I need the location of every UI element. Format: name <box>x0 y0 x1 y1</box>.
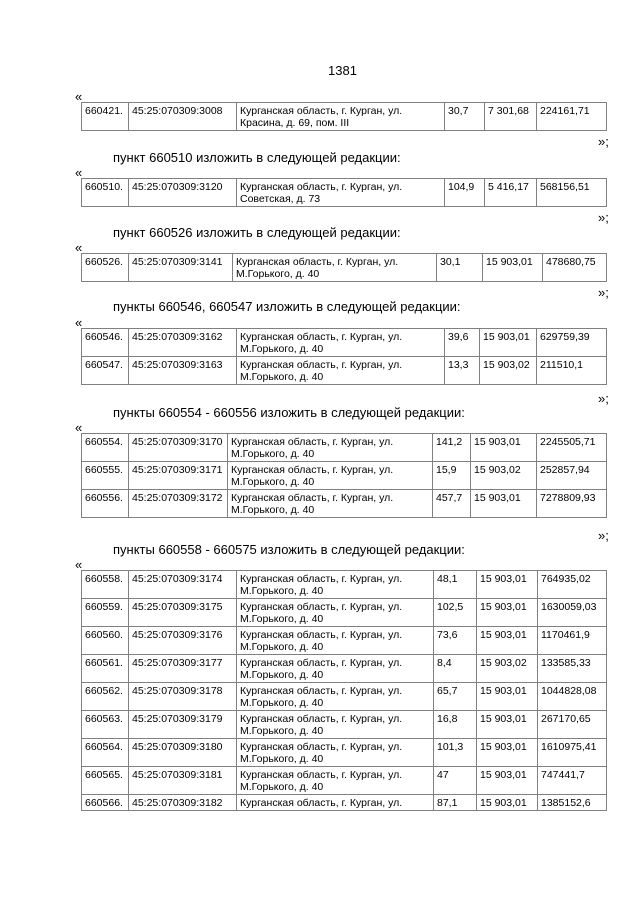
close-quote: »; <box>598 210 609 225</box>
cell-value: 478680,75 <box>543 254 607 282</box>
cell-number: 660560. <box>82 627 129 655</box>
cell-area: 16,8 <box>434 711 477 739</box>
cell-rate: 15 903,02 <box>471 462 537 490</box>
cell-area: 48,1 <box>434 571 477 599</box>
cell-address: Курганская область, г. Курган, ул. Красина, д. 69, пом. III <box>237 103 445 131</box>
cell-cadastral: 45:25:070309:3163 <box>129 357 237 385</box>
cell-area: 30,7 <box>445 103 485 131</box>
cell-address: Курганская область, г. Курган, ул. М.Горького, д. 40 <box>228 490 433 518</box>
cell-cadastral: 45:25:070309:3174 <box>129 571 237 599</box>
cell-address: Курганская область, г. Курган, ул. М.Горького, д. 40 <box>237 711 434 739</box>
cell-rate: 15 903,01 <box>480 329 537 357</box>
table-row <box>82 599 607 627</box>
cell-address: Курганская область, г. Курган, ул. М.Горького, д. 40 <box>237 655 434 683</box>
open-quote: « <box>75 89 83 104</box>
table-section-3 <box>81 328 607 385</box>
cell-address: Курганская область, г. Курган, ул. Советская, д. 73 <box>237 179 445 207</box>
table-row <box>82 462 607 490</box>
cell-number: 660546. <box>82 329 129 357</box>
table-row <box>82 434 607 462</box>
cell-rate: 15 903,01 <box>483 254 543 282</box>
cell-address: Курганская область, г. Курган, ул. <box>237 795 434 811</box>
table-row <box>82 329 607 357</box>
cell-value: 133585,33 <box>538 655 607 683</box>
close-quote: »; <box>598 285 609 300</box>
cell-number: 660562. <box>82 683 129 711</box>
section-heading: пункт 660526 изложить в следующей редакции: <box>113 225 401 240</box>
cell-address: Курганская область, г. Курган, ул. М.Горького, д. 40 <box>233 254 437 282</box>
cell-rate: 15 903,02 <box>480 357 537 385</box>
table-row <box>82 711 607 739</box>
table-row <box>82 627 607 655</box>
cell-address: Курганская область, г. Курган, ул. М.Горького, д. 40 <box>237 767 434 795</box>
cell-number: 660510. <box>82 179 129 207</box>
cell-rate: 15 903,01 <box>477 795 538 811</box>
cell-address: Курганская область, г. Курган, ул. М.Горького, д. 40 <box>228 462 433 490</box>
table-row <box>82 683 607 711</box>
table-row <box>82 795 607 811</box>
cell-number: 660559. <box>82 599 129 627</box>
cell-value: 211510,1 <box>537 357 607 385</box>
open-quote: « <box>75 557 83 572</box>
cell-number: 660566. <box>82 795 129 811</box>
close-quote: »; <box>598 134 609 149</box>
table-row <box>82 179 607 207</box>
cell-number: 660526. <box>82 254 129 282</box>
close-quote: »; <box>598 391 609 406</box>
cell-value: 1170461,9 <box>538 627 607 655</box>
section-heading: пункты 660554 - 660556 изложить в следующей редакции: <box>113 405 465 420</box>
table-section-0 <box>81 102 607 131</box>
cell-address: Курганская область, г. Курган, ул. М.Горького, д. 40 <box>237 739 434 767</box>
open-quote: « <box>75 315 83 330</box>
cell-area: 102,5 <box>434 599 477 627</box>
cell-area: 104,9 <box>445 179 485 207</box>
cell-rate: 15 903,01 <box>477 571 538 599</box>
table-row <box>82 357 607 385</box>
section-heading: пункты 660558 - 660575 изложить в следующей редакции: <box>113 542 465 557</box>
section-heading: пункт 660510 изложить в следующей редакции: <box>113 150 401 165</box>
cell-number: 660563. <box>82 711 129 739</box>
close-quote: »; <box>598 528 609 543</box>
table-row <box>82 739 607 767</box>
table-section-4 <box>81 433 607 518</box>
cell-value: 764935,02 <box>538 571 607 599</box>
table-section-1 <box>81 178 607 207</box>
cell-address: Курганская область, г. Курган, ул. М.Горького, д. 40 <box>228 434 433 462</box>
cell-value: 7278809,93 <box>537 490 607 518</box>
cell-rate: 5 416,17 <box>485 179 537 207</box>
cell-address: Курганская область, г. Курган, ул. М.Горького, д. 40 <box>237 329 445 357</box>
cell-value: 568156,51 <box>537 179 607 207</box>
open-quote: « <box>75 165 83 180</box>
table-row <box>82 490 607 518</box>
cell-value: 1630059,03 <box>538 599 607 627</box>
cell-number: 660556. <box>82 490 129 518</box>
cell-rate: 15 903,01 <box>477 683 538 711</box>
cell-cadastral: 45:25:070309:3179 <box>129 711 237 739</box>
cell-value: 1610975,41 <box>538 739 607 767</box>
cell-number: 660561. <box>82 655 129 683</box>
cell-value: 252857,94 <box>537 462 607 490</box>
cell-cadastral: 45:25:070309:3181 <box>129 767 237 795</box>
cell-area: 141,2 <box>433 434 471 462</box>
table-row <box>82 571 607 599</box>
cell-area: 15,9 <box>433 462 471 490</box>
table-row <box>82 655 607 683</box>
cell-cadastral: 45:25:070309:3180 <box>129 739 237 767</box>
cell-cadastral: 45:25:070309:3008 <box>129 103 237 131</box>
cell-rate: 15 903,01 <box>477 767 538 795</box>
cell-rate: 15 903,02 <box>477 655 538 683</box>
section-heading: пункты 660546, 660547 изложить в следующей редакции: <box>113 299 461 314</box>
cell-address: Курганская область, г. Курган, ул. М.Горького, д. 40 <box>237 571 434 599</box>
cell-number: 660554. <box>82 434 129 462</box>
cell-value: 747441,7 <box>538 767 607 795</box>
cell-cadastral: 45:25:070309:3176 <box>129 627 237 655</box>
page-number: 1381 <box>328 63 357 78</box>
cell-cadastral: 45:25:070309:3172 <box>129 490 228 518</box>
cell-rate: 7 301,68 <box>485 103 537 131</box>
open-quote: « <box>75 240 83 255</box>
table-section-2 <box>81 253 607 282</box>
cell-rate: 15 903,01 <box>477 627 538 655</box>
cell-address: Курганская область, г. Курган, ул. М.Горького, д. 40 <box>237 683 434 711</box>
cell-cadastral: 45:25:070309:3141 <box>129 254 233 282</box>
cell-number: 660564. <box>82 739 129 767</box>
cell-area: 8,4 <box>434 655 477 683</box>
table-row <box>82 767 607 795</box>
cell-value: 2245505,71 <box>537 434 607 462</box>
cell-number: 660558. <box>82 571 129 599</box>
cell-number: 660565. <box>82 767 129 795</box>
cell-area: 87,1 <box>434 795 477 811</box>
cell-cadastral: 45:25:070309:3182 <box>129 795 237 811</box>
cell-value: 224161,71 <box>537 103 607 131</box>
cell-number: 660547. <box>82 357 129 385</box>
cell-rate: 15 903,01 <box>471 490 537 518</box>
cell-area: 457,7 <box>433 490 471 518</box>
cell-cadastral: 45:25:070309:3171 <box>129 462 228 490</box>
cell-area: 30,1 <box>437 254 483 282</box>
cell-rate: 15 903,01 <box>471 434 537 462</box>
cell-area: 47 <box>434 767 477 795</box>
cell-number: 660421. <box>82 103 129 131</box>
cell-cadastral: 45:25:070309:3170 <box>129 434 228 462</box>
cell-cadastral: 45:25:070309:3162 <box>129 329 237 357</box>
cell-cadastral: 45:25:070309:3175 <box>129 599 237 627</box>
cell-area: 65,7 <box>434 683 477 711</box>
cell-value: 1044828,08 <box>538 683 607 711</box>
cell-address: Курганская область, г. Курган, ул. М.Горького, д. 40 <box>237 599 434 627</box>
cell-value: 267170,65 <box>538 711 607 739</box>
cell-value: 1385152,6 <box>538 795 607 811</box>
cell-address: Курганская область, г. Курган, ул. М.Горького, д. 40 <box>237 627 434 655</box>
cell-rate: 15 903,01 <box>477 739 538 767</box>
cell-number: 660555. <box>82 462 129 490</box>
cell-area: 101,3 <box>434 739 477 767</box>
cell-area: 39,6 <box>445 329 480 357</box>
table-section-5 <box>81 570 607 811</box>
cell-value: 629759,39 <box>537 329 607 357</box>
table-row <box>82 254 607 282</box>
cell-cadastral: 45:25:070309:3120 <box>129 179 237 207</box>
cell-rate: 15 903,01 <box>477 599 538 627</box>
table-row <box>82 103 607 131</box>
cell-cadastral: 45:25:070309:3177 <box>129 655 237 683</box>
cell-area: 73,6 <box>434 627 477 655</box>
cell-area: 13,3 <box>445 357 480 385</box>
cell-cadastral: 45:25:070309:3178 <box>129 683 237 711</box>
open-quote: « <box>75 420 83 435</box>
cell-address: Курганская область, г. Курган, ул. М.Горького, д. 40 <box>237 357 445 385</box>
cell-rate: 15 903,01 <box>477 711 538 739</box>
